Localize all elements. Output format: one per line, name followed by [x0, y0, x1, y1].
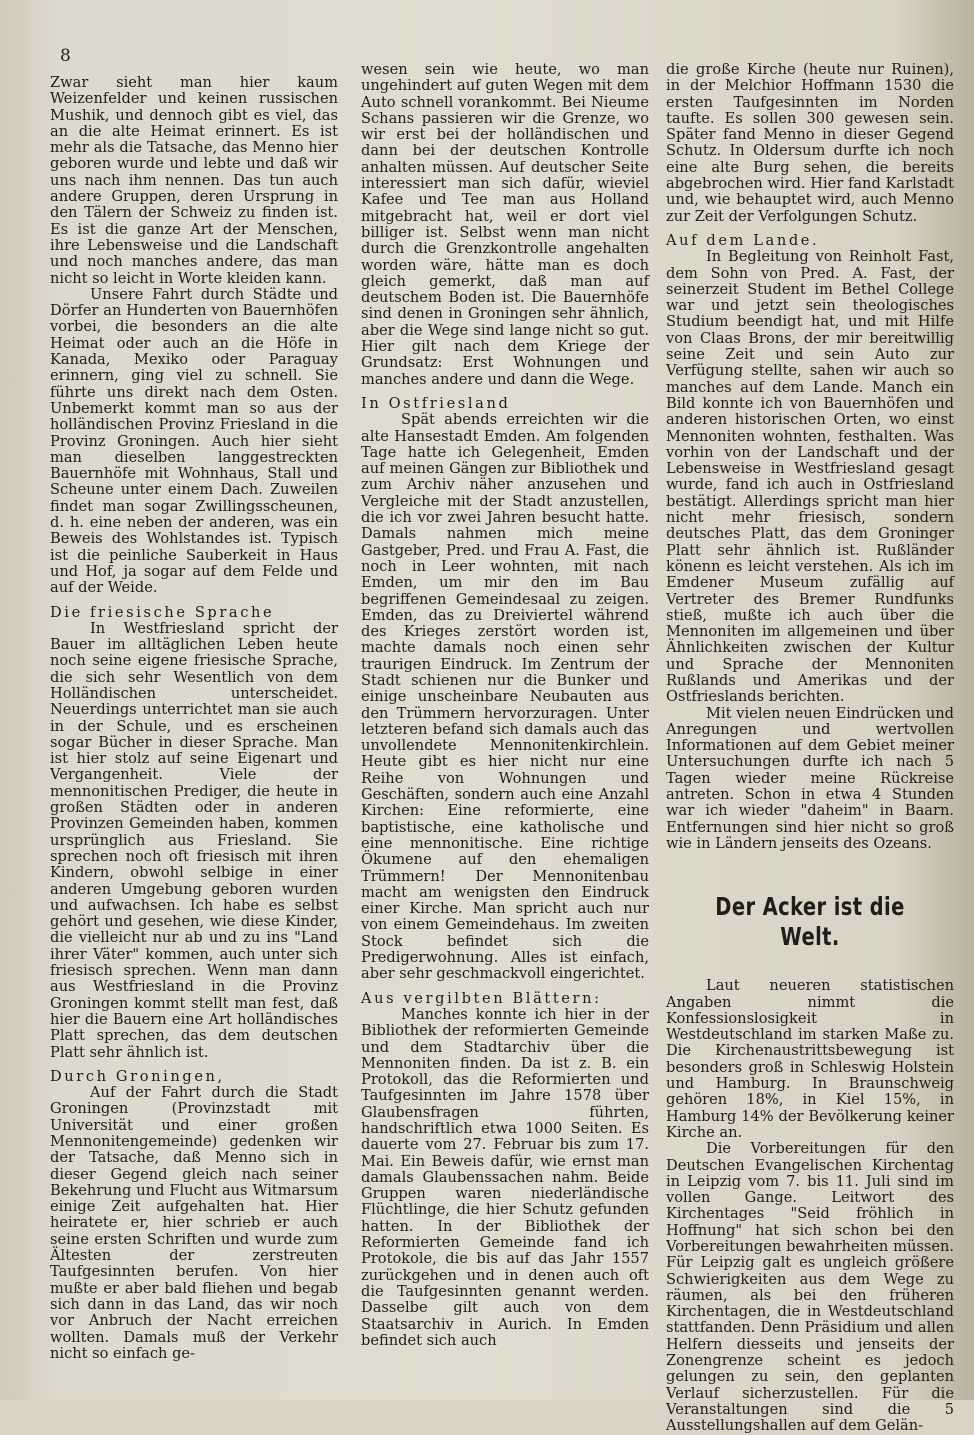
paragraph: Zwar sieht man hier kaum Weizenfelder und keinen russischen Mushik, und dennoch gibt es viel, das an die alte Heimat erinnert. Es ist mehr als die Tatsache, das Menno hier geboren wurde und lebte und daß wir uns nach ihm nennen. Das tun auch andere Gruppen, deren Ursprung in den Tälern der Schweiz zu finden ist. Es ist die ganze Art der Menschen, ihre Lebensweise und die Landschaft und noch manches andere, das man nicht so leicht in Worte kleiden kann. [50, 74, 338, 287]
page-number: 8 [60, 46, 71, 66]
paragraph: Mit vielen neuen Eindrücken und Anregungen und wertvollen Informationen auf dem Gebiet meiner Untersuchungen durfte ich nach 5 Tagen wieder meine Rückreise antreten. Schon in etwa 4 Stunden war ich wieder "daheim" in Baarn. Entfernungen sind hier nicht so groß wie in Ländern jenseits des Ozeans. [666, 704, 954, 852]
paragraph: Manches konnte ich hier in der Bibliothek der reformierten Gemeinde und dem Stadtarchiv über die Mennoniten finden. Da ist z. B. ein Protokoll, das die Reformierten und Taufgesinnten im Jahre 1578 über Glaubensfragen führten, handschriftlich etwa 1000 Seiten. Es dauerte vom 27. Februar bis zum 17. Mai. Ein Beweis dafür, wie ernst man damals Glaubenssachen nahm. Beide Gruppen waren niederländische Flüchtlinge, die hier Schutz gefunden hatten. In der Bibliothek der Reformierten Gemeinde fand ich Protokole, die bis auf das Jahr 1557 zurückgehen und in denen auch oft die Taufgesinnten genannt werden. Dasselbe gilt auch von dem Staatsarchiv in Aurich. In Emden befindet sich auch [361, 1005, 649, 1349]
column-1 [50, 75, 338, 1362]
column-3 [666, 62, 954, 1435]
section-heading: Auf dem Lande. [666, 231, 820, 249]
paragraph: wesen sein wie heute, wo man ungehindert auf guten Wegen mit dem Auto schnell vorankommt. Bei Nieume Schans passieren wir die Grenze, wo wir erst bei der holländischen und dann bei der deutschen Kontrolle anhalten müssen. Auf deutscher Seite interessiert man sich dafür, wieviel Kafee und Tee man aus Holland mitgebracht hat, weil er dort viel billiger ist. Selbst wenn man nicht durch die Grenzkontrolle angehalten worden wäre, hätte man es doch gleich gemerkt, daß man auf deutschem Boden ist. Die Bauernhöfe sind denen in Groningen sehr ähnlich, aber die Wege sind lange nicht so gut. Hier gilt nach dem Kriege der Grundsatz: Erst Wohnungen und manches andere und dann die Wege. [361, 61, 649, 388]
paragraph: Die Vorbereitungen für den Deutschen Evangelischen Kirchentag in Leipzig vom 7. bis 11. Juli sind im vollen Gange. Leitwort des Kirchentages "Seid fröhlich in Hoffnung" hat sich schon bei den Vorbereitungen bewahrheiten müssen. Für Leipzig galt es ungleich größere Schwierigkeiten aus dem Wege zu räumen, als bei den früheren Kirchentagen, die in Westdeutschland stattfanden. Denn Präsidium und allen Helfern diesseits und jenseits der Zonengrenze scheint es jedoch gelungen zu sein, den geplanten Verlauf sicherzustellen. Für die Veranstaltungen sind die 5 Ausstellungshallen auf dem Gelän- [666, 1140, 954, 1435]
section-heading: In Ostfriesland [361, 394, 511, 412]
paragraph: In Westfriesland spricht der Bauer im alltäglichen Leben heute noch seine eigene friesische Sprache, die sich sehr Wesentlich von dem Holländischen unterscheidet. Neuerdings unterrichtet man sie auch in der Schule, und es erscheinen sogar Bücher in dieser Sprache. Man ist hier stolz auf seine Eigenart und Vergangenheit. Viele der mennonitischen Prediger, die heute in großen Städten oder in anderen Provinzen Gemeinden haben, kommen ursprünglich aus Friesland. Sie sprechen noch oft friesisch mit ihren Kindern, obwohl selbige in einer anderen Umgebung geboren wurden und aufwachsen. Ich habe es selbst gehört und gesehen, wie diese Kinder, die vielleicht nur ab und zu ins "Land ihrer Väter" kommen, auch unter sich friesisch sprechen. Wenn man dann aus Westfriesland in die Provinz Groningen kommt stellt man fest, daß hier die Bauern eine Art holländisches Platt sprechen, das dem deutschen Platt sehr ähnlich ist. [50, 619, 338, 1061]
paragraph: die große Kirche (heute nur Ruinen), in der Melchior Hoffmann 1530 die ersten Taufgesinnten im Norden taufte. Es sollen 300 gewesen sein. Später fand Menno in dieser Gegend Schutz. In Oldersum durfte ich noch eine alte Burg sehen, die bereits abgebrochen wird. Hier fand Karlstadt und, wie behauptet wird, auch Menno zur Zeit der Verfolgungen Schutz. [666, 61, 954, 225]
section-heading: Durch Groningen, [50, 1067, 225, 1085]
paragraph: Unsere Fahrt durch Städte und Dörfer an Hunderten von Bauernhöfen vorbei, die besonders an die alte Heimat oder auch an die Höfe in Kanada, Mexiko oder Paraguay erinnern, ging viel zu schnell. Sie führte uns direkt nach dem Osten. Unbemerkt kommt man so aus der holländischen Provinz Friesland in die Provinz Groningen. Auch hier sieht man dieselben langgestreckten Bauernhöfe mit Wohnhaus, Stall und Scheune unter einem Dach. Zuweilen findet man sogar Zwillingsscheunen, d. h. eine neben der anderen, was ein Beweis des Wohlstandes ist. Typisch ist die peinliche Sauberkeit in Haus und Hof, ja sogar auf dem Felde und auf der Weide. [50, 285, 338, 597]
paragraph: Laut neueren statistischen Angaben nimmt die Konfessionslosigkeit in Westdeutschland im starken Maße zu. Die Kirchenaustrittsbewegung ist besonders groß in Schleswig Holstein und Hamburg. In Braunschweig gehören 18%, in Kiel 15%, in Hamburg 14% der Bevölkerung keiner Kirche an. [666, 977, 954, 1141]
section-heading: Die friesische Sprache [50, 603, 275, 621]
paragraph: Spät abends erreichten wir die alte Hansestadt Emden. Am folgenden Tage hatte ich Gelegenheit, Emden auf meinen Gängen zur Bibliothek und zum Archiv näher anzusehen und Vergleiche mit der Stadt anzustellen, die ich vor zwei Jahren besucht hatte. Damals nahmen mich meine Gastgeber, Pred. und Frau A. Fast, die noch in Leer wohnten, mit nach Emden, um mir den im Bau begriffenen Gemeindesaal zu zeigen. Emden, das zu Dreiviertel während des Krieges zerstört worden ist, machte damals noch einen sehr traurigen Eindruck. Im Zentrum der Stadt schienen nur die Bunker und einige unscheinbare Neubauten aus den Trümmern hervorzuragen. Unter letzteren befand sich damals auch das unvollendete Mennonitenkirchlein. Heute gibt es hier nicht nur eine Reihe von Wohnungen und Geschäften, sondern auch eine Anzahl Kirchen: Eine reformierte, eine baptistische, eine katholische und eine mennonitische. Eine richtige Ökumene auf den ehemaligen Trümmern! Der Mennonitenbau macht am wenigsten den Eindruck einer Kirche. Man spricht auch nur von einem Gemeindehaus. Im zweiten Stock befindet sich die Predigerwohnung. Alles ist einfach, aber sehr geschmackvoll eingerichtet. [361, 411, 649, 983]
section-heading: Aus vergilbten Blättern: [361, 989, 602, 1007]
article-title: Der Acker ist die Welt. [715, 892, 905, 952]
column-2 [361, 62, 649, 1349]
paragraph: In Begleitung von Reinholt Fast, dem Sohn von Pred. A. Fast, der seinerzeit Student im Bethel College war und jetzt sein theologisches Studium beendigt hat, und mit Hilfe von Claas Brons, der mir bereitwillig seine Zeit und sein Auto zur Verfügung stellte, sahen wir auch so manches auf dem Lande. Manch ein Bild konnte ich von Bauernhöfen und anderen historischen Orten, wo einst Mennoniten wohnten, festhalten. Was vorhin von der Landschaft und der Lebensweise in Westfriesland gesagt wurde, fand ich auch in Ostfriesland bestätigt. Allerdings spricht man hier nicht mehr friesisch, sondern deutsches Platt, das dem Groninger Platt sehr ähnlich ist. Rußländer könenn es leicht verstehen. Als ich im Emdener Museum zufällig auf Vertreter des Bremer Rundfunks stieß, mußte ich auch über die Mennoniten im allgemeinen und über Ähnlichkeiten zwischen der Kultur und Sprache der Mennoniten Rußlands und Amerikas und der Ostfrieslands berichten. [666, 248, 954, 706]
paragraph: Auf der Fahrt durch die Stadt Groningen (Provinzstadt mit Universität und einer großen Mennonitengemeinde) gedenken wir der Tatsache, daß Menno sich in dieser Gegend gleich nach seiner Bekehrung und Flucht aus Witmarsum einige Zeit aufgehalten hat. Hier heiratete er, hier schrieb er auch seine ersten Schriften und wurde zum Ältesten der zerstreuten Taufgesinnten berufen. Von hier mußte er aber bald fliehen und begab sich dann in das Land, das wir noch vor Anbruch der Nacht erreichen wollten. Damals muß der Verkehr nicht so einfach ge- [50, 1084, 338, 1362]
